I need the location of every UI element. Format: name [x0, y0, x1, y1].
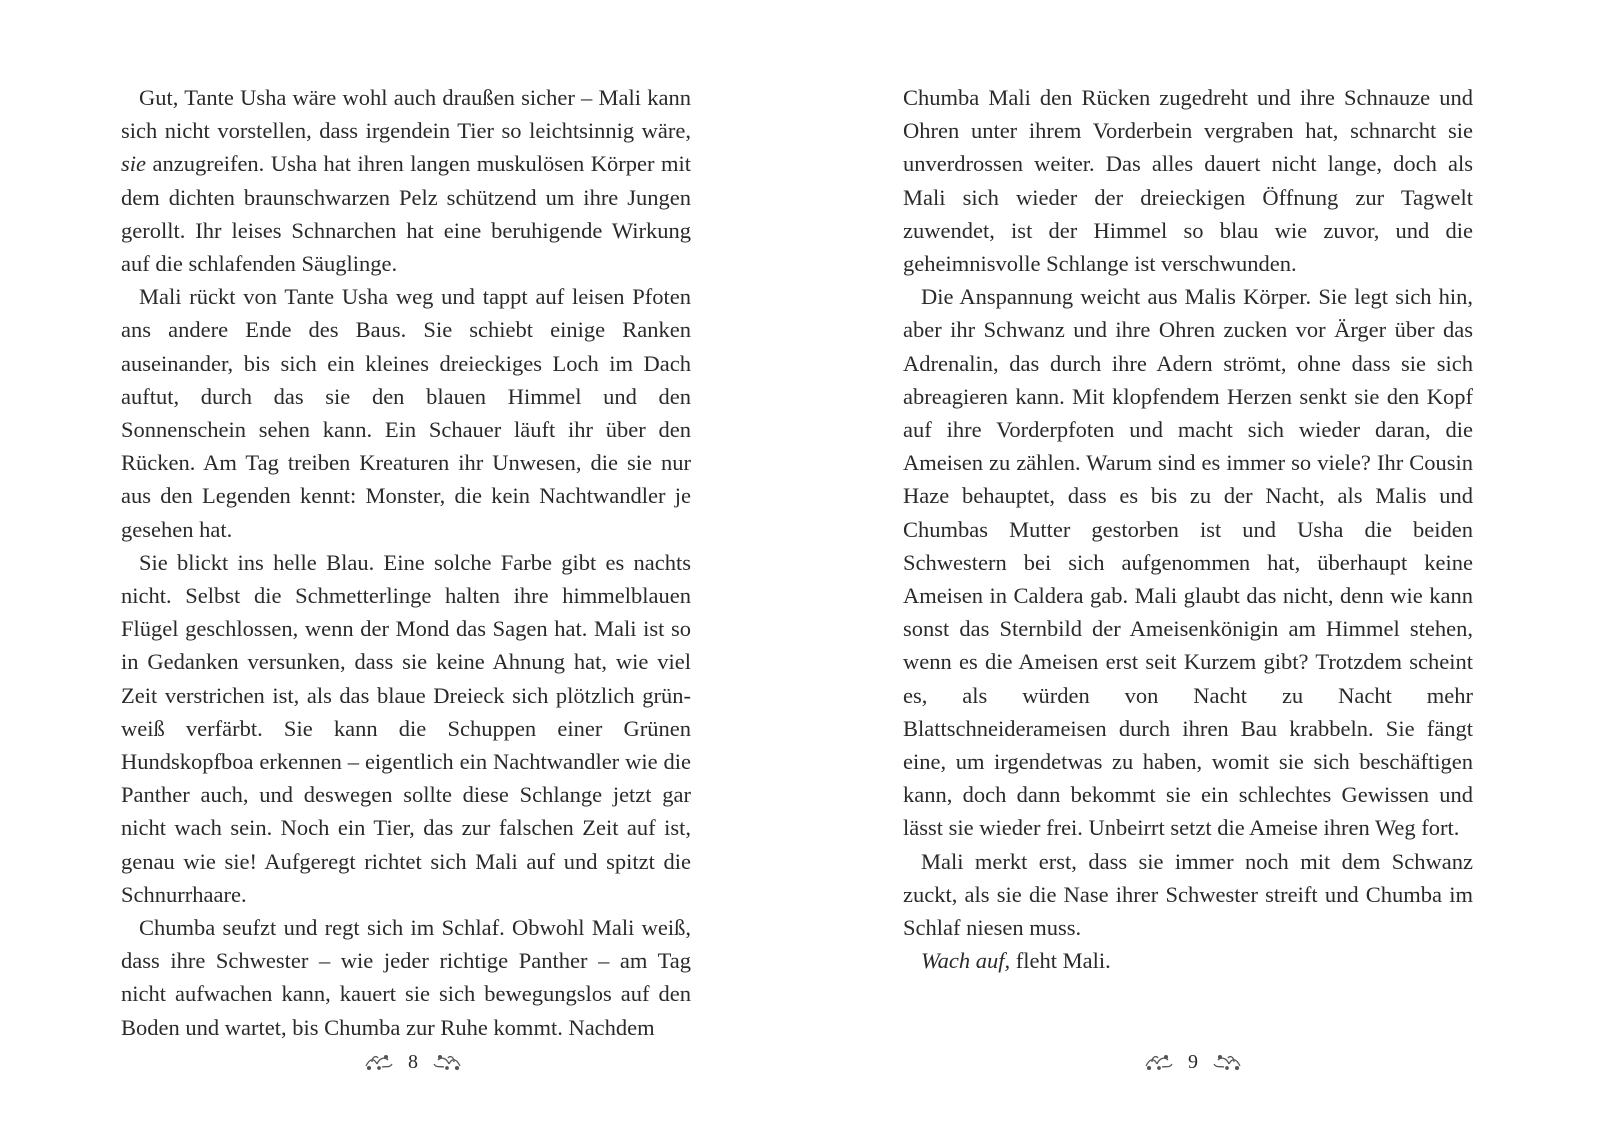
right-page-text	[903, 81, 1473, 977]
paragraph	[121, 280, 691, 546]
paragraph	[903, 280, 1473, 844]
paragraph	[903, 944, 1473, 977]
paragraph	[121, 911, 691, 1044]
floral-ornament-icon	[364, 1052, 394, 1072]
text-run: Gut, Tante Usha wäre wohl auch draußen sicher – Mali kann sich nicht vorstellen, dass irgendein Tier so leichtsinnig wäre,	[121, 85, 691, 144]
paragraph	[121, 546, 691, 911]
left-page	[121, 81, 691, 1044]
page-number: 9	[1188, 1050, 1198, 1073]
text-run: fleht Mali.	[1010, 948, 1111, 974]
left-page-text	[121, 81, 691, 1044]
text-run: Die Anspannung weicht aus Malis Körper. Sie legt sich hin, aber ihr Schwanz und ihre Ohren zucken vor Ärger über das Adrenalin, das durch ihre Adern strömt, ohne dass sie sich abreagieren kann. Mit klopfendem Herzen senkt sie den Kopf auf ihre Vorderpfoten und macht sich wieder daran, die Ameisen zu zählen. Warum sind es immer so viele? Ihr Cousin Haze behauptet, dass es bis zu der Nacht, als Malis und Chumbas Mutter gestorben ist und Usha die beiden Schwestern bei sich aufgenommen hat, überhaupt keine Ameisen in Caldera gab. Mali glaubt das nicht, denn wie kann sonst das Sternbild der Ameisenkönigin am Himmel stehen, wenn es die Ameisen erst seit Kurzem gibt? Trotzdem scheint es, als würden von Nacht zu Nacht mehr Blattschneiderameisen durch ihren Bau krabbeln. Sie fängt eine, um irgendetwas zu haben, womit sie sich beschäftigen kann, doch dann bekommt sie ein schlechtes Gewissen und lässt sie wieder frei. Unbeirrt setzt die Ameise ihren Weg fort.	[903, 284, 1473, 841]
paragraph	[903, 81, 1473, 280]
paragraph	[903, 845, 1473, 945]
right-page	[903, 81, 1473, 977]
left-page-footer	[313, 1047, 513, 1077]
text-run: anzugreifen. Usha hat ihren langen muskulösen Körper mit dem dichten braunschwarzen Pelz schützend um ihre Jungen gerollt. Ihr leises Schnarchen hat eine beruhigende Wirkung auf die schlafenden Säuglinge.	[121, 151, 691, 277]
italic-text: sie	[121, 151, 146, 177]
paragraph	[121, 81, 691, 280]
text-run: Mali merkt erst, dass sie immer noch mit dem Schwanz zuckt, als sie die Nase ihrer Schwester streift und Chumba im Schlaf niesen muss.	[903, 848, 1473, 941]
floral-ornament-icon	[1212, 1052, 1242, 1072]
floral-ornament-icon	[432, 1052, 462, 1072]
page-number: 8	[408, 1050, 418, 1073]
italic-text: Wach auf,	[921, 948, 1011, 974]
text-run: Chumba Mali den Rücken zugedreht und ihre Schnauze und Ohren unter ihrem Vorderbein vergraben hat, schnarcht sie unverdrossen weiter. Das alles dauert nicht lange, doch als Mali sich wieder der dreieckigen Öffnung zur Tagwelt zuwendet, ist der Himmel so blau wie zuvor, und die geheimnisvolle Schlange ist verschwunden.	[903, 85, 1473, 277]
text-run: Sie blickt ins helle Blau. Eine solche Farbe gibt es nachts nicht. Selbst die Schmetterlinge halten ihre himmelblauen Flügel geschlossen, wenn der Mond das Sagen hat. Mali ist so in Gedanken versunken, dass sie keine Ahnung hat, wie viel Zeit verstrichen ist, als das blaue Dreieck sich plötzlich grün-weiß verfärbt. Sie kann die Schuppen einer Grünen Hundskopfboa erkennen – eigentlich ein Nachtwandler wie die Panther auch, und deswegen sollte diese Schlange jetzt gar nicht wach sein. Noch ein Tier, das zur falschen Zeit auf ist, genau wie sie! Aufgeregt richtet sich Mali auf und spitzt die Schnurrhaare.	[121, 549, 691, 907]
text-run: Chumba seufzt und regt sich im Schlaf. Obwohl Mali weiß, dass ihre Schwester – wie jeder richtige Panther – am Tag nicht aufwachen kann, kauert sie sich bewegungslos auf den Boden und wartet, bis Chumba zur Ruhe kommt. Nachdem	[121, 915, 691, 1040]
text-run: Mali rückt von Tante Usha weg und tappt auf leisen Pfoten ans andere Ende des Baus. Sie schiebt einige Ranken auseinander, bis sich ein kleines dreieckiges Loch im Dach auftut, durch das sie den blauen Himmel und den Sonnenschein sehen kann. Ein Schauer läuft ihr über den Rücken. Am Tag treiben Kreaturen ihr Unwesen, die sie nur aus den Legenden kennt: Monster, die kein Nachtwandler je gesehen hat.	[121, 284, 691, 542]
right-page-footer	[1093, 1047, 1293, 1077]
floral-ornament-icon	[1144, 1052, 1174, 1072]
